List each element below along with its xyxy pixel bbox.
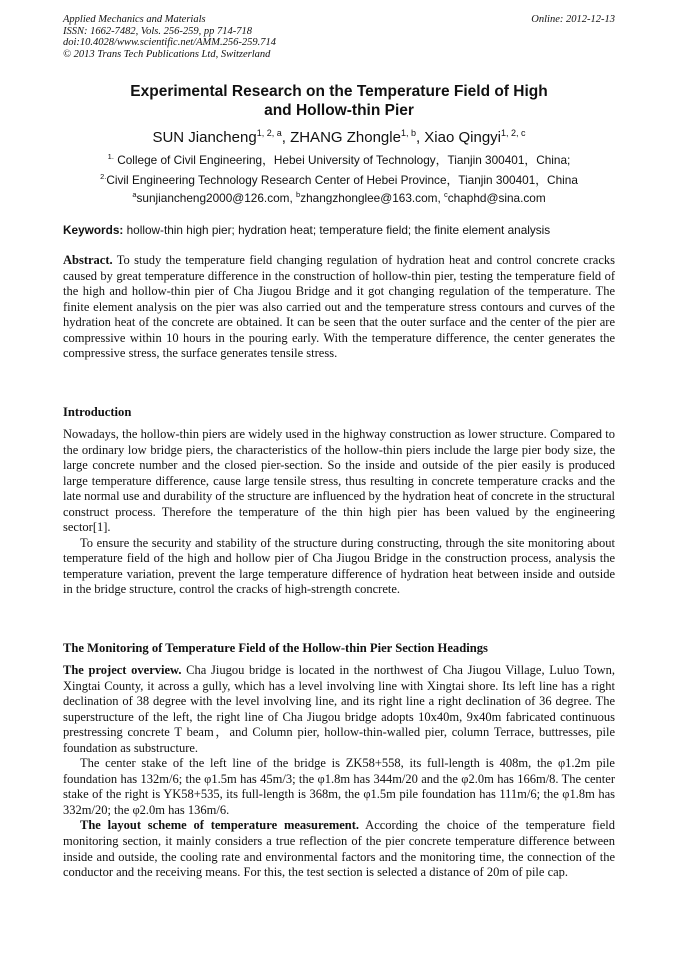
title-line-1: Experimental Research on the Temperature Field of High xyxy=(130,83,548,100)
paper-title xyxy=(63,82,615,120)
monitoring-heading: The Monitoring of Temperature Field of the Hollow-thin Pier Section Headings xyxy=(63,641,488,655)
journal-name: Applied Mechanics and Materials xyxy=(63,14,206,25)
project-overview-paragraph xyxy=(63,663,615,756)
abstract-label: Abstract. xyxy=(63,253,113,267)
introduction-paragraph-1: Nowadays, the hollow-thin piers are widely used in the highway construction as lower structure. Compared to the ordinary low bridge piers, the characteristics of the hollow-thin piers include the large pier body size, the large concrete number and the closed pier-section. So the inside and outside of the pier easily is produced large temperature difference, cause large tensile stress, thus resulting in concrete temperature cracks and the late normal use and durability of the structure are influenced by the hydration heat of concrete in the structural construct process. Therefore the temperature of the thin high pier has been valued by the engineering sector[1]. xyxy=(63,427,615,535)
layout-scheme-paragraph xyxy=(63,818,615,880)
affiliation-2 xyxy=(63,169,615,188)
layout-scheme-text: According the choice of the temperature field monitoring section, it mainly considers a true reflection of the pier concrete temperature difference between inside and outside, the cooling rate and environmental factors and the monitoring time, the connection of the conductor and the receiving means. For this, the test section is selected a distance of 20m of pile cap. xyxy=(63,818,615,880)
email-b[interactable]: zhangzhonglee@163.com, xyxy=(300,190,445,205)
email-mark: c xyxy=(444,190,448,199)
email-mark: b xyxy=(296,190,301,199)
author-name: SUN Jiancheng xyxy=(152,129,257,146)
author-separator: , xyxy=(415,129,425,146)
introduction-heading: Introduction xyxy=(63,405,132,419)
doi-line[interactable]: doi:10.4028/www.scientific.net/AMM.256-259.714 xyxy=(63,37,276,49)
monitoring-body xyxy=(63,663,615,881)
email-mark: a xyxy=(132,190,137,199)
affiliation-mark: 2. xyxy=(100,172,107,181)
journal-header xyxy=(63,14,615,60)
affiliation-text: Civil Engineering Technology Research Center of Hebei Province，Tianjin 300401，China xyxy=(106,172,578,187)
issn-line: ISSN: 1662-7482, Vols. 256-259, pp 714-718 xyxy=(63,25,252,37)
affiliation-text: College of Civil Engineering，Hebei University of Technology，Tianjin 300401，China; xyxy=(113,152,571,167)
keywords-label: Keywords: xyxy=(63,223,124,237)
author-superscript: 1, 2, a xyxy=(256,128,282,138)
title-line-2: and Hollow-thin Pier xyxy=(264,102,414,119)
author-superscript: 1, 2, c xyxy=(501,128,526,138)
abstract-text: To study the temperature field changing regulation of hydration heat and control concrete cracks caused by great temperature difference in the construction of hollow-thin pier, testing the temperature field of the high and hollow-thin pier of Cha Jiugou Bridge and it got changing regulation of the temperature. The finite element analysis on the pier was also carried out and the temperature stress contours and curves of the hydration heat of the concrete are obtained. It can be seen that the outer surface and the center of the pier are compressive within 10 hours in the pouring early. With the temperature difference, the center generates the compressive stress, the surface generates tensile stress. xyxy=(63,253,615,361)
email-a[interactable]: sunjiancheng2000@126.com, xyxy=(136,190,297,205)
project-overview-label: The project overview. xyxy=(63,663,182,677)
abstract xyxy=(63,253,615,362)
author-name: Xiao Qingyi xyxy=(424,129,502,146)
author-superscript: 1, b xyxy=(400,128,416,138)
affiliation-mark: 1. xyxy=(107,152,114,161)
online-date: Online: 2012-12-13 xyxy=(531,14,615,25)
keywords xyxy=(63,223,615,237)
introduction-body xyxy=(63,427,615,598)
email-line xyxy=(63,187,615,206)
keywords-text: hollow-thin high pier; hydration heat; temperature field; the finite element analysis xyxy=(123,223,551,237)
author-list xyxy=(63,123,615,148)
introduction-paragraph-2: To ensure the security and stability of the structure during constructing, through the site monitoring about temperature field of the high and hollow pier of Cha Jiugou Bridge in the construction process, analysis the temperature variation, prevent the large temperature difference of hydration heat between inside and outside in the bridge structure, control the cracks of high-strength concrete. xyxy=(63,535,615,597)
affiliation-1 xyxy=(63,149,615,168)
copyright-line: © 2013 Trans Tech Publications Ltd, Switzerland xyxy=(63,48,271,60)
layout-scheme-label: The layout scheme of temperature measurement. xyxy=(80,818,360,833)
center-stake-paragraph: The center stake of the left line of the bridge is ZK58+558, its full-length is 408m, the φ1.2m pile foundation has 132m/6; the φ1.5m has 45m/3; the φ1.8m has 344m/20 and the φ2.0m has 166m/8. The center stake of the right is YK58+535, its full-length is 368m, the φ1.5m pile foundation has 111m/6; the φ1.8m has 332m/20; the φ2.0m has 136m/6. xyxy=(63,756,615,817)
author-separator: , xyxy=(281,129,291,146)
project-overview-text: Cha Jiugou bridge is located in the northwest of Cha Jiugou Village, Luluo Town, Xingtai County, it across a gully, which has a level involving line with Xingtai shore. Its left line has a right declination of 38 degree with the level involving line, and its right line a right declination of 36 degree. The superstructure of the left, the right line of Cha Jiugou bridge adopts 10x40m, 9x40m fabricated continuous prestressing concrete T beam，and Column pier, hollow-thin-walled pier, column Terrace, buttresses, pile foundation as substructure. xyxy=(63,663,615,755)
author-name: ZHANG Zhongle xyxy=(290,129,401,146)
email-c[interactable]: chaphd@sina.com xyxy=(447,190,546,205)
